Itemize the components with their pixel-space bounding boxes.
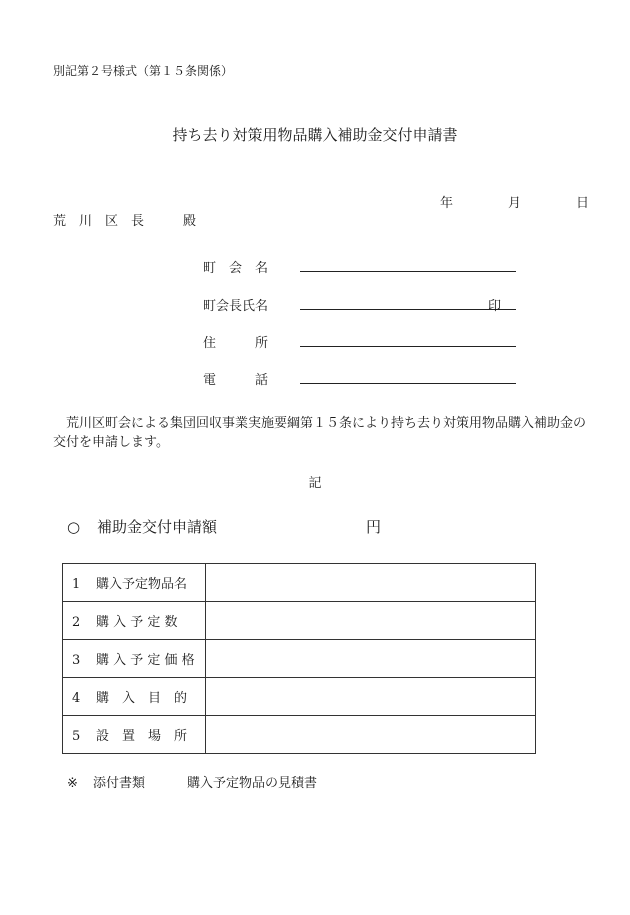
document-title: 持ち去り対策用物品購入補助金交付申請書 (172, 126, 458, 144)
item-label-cell (63, 716, 206, 754)
town-association-name-field[interactable] (300, 271, 516, 272)
row-label: 設 置 場 所 (96, 729, 188, 744)
row-number: 4 (72, 691, 81, 706)
date-month-label: 月 (508, 196, 522, 211)
town-association-name-label: 町 会 名 (203, 261, 269, 276)
attachment-label: 添付書類 (93, 776, 146, 791)
item-label-cell (63, 640, 206, 678)
attachment-value: 購入予定物品の見積書 (187, 776, 318, 791)
item-label-cell (63, 678, 206, 716)
installation-location-value-cell[interactable] (206, 716, 536, 754)
planned-price-value-cell[interactable] (206, 640, 536, 678)
planned-quantity-value-cell[interactable] (206, 602, 536, 640)
row-label: 購 入 目 的 (96, 691, 188, 706)
purchase-purpose-value-cell[interactable] (206, 678, 536, 716)
phone-field[interactable] (300, 383, 516, 384)
row-label: 購 入 予 定 価 格 (96, 653, 195, 668)
date-day-label: 日 (576, 196, 590, 211)
item-label-cell (63, 602, 206, 640)
row-number: 2 (72, 615, 81, 630)
form-number: 別記第２号様式（第１５条関係） (53, 64, 234, 78)
row-number: 3 (72, 653, 81, 668)
table-row (63, 640, 536, 678)
subsidy-amount-label: 補助金交付申請額 (97, 518, 218, 536)
address-field[interactable] (300, 346, 516, 347)
table-row (63, 716, 536, 754)
address-label: 住 所 (203, 336, 269, 351)
item-label-cell (63, 564, 206, 602)
subsidy-amount-field[interactable] (250, 516, 360, 536)
application-statement: 荒川区町会による集団回収事業実施要綱第１５条により持ち去り対策用物品購入補助金の交付を申請します。 (53, 416, 587, 450)
ki-heading: 記 (308, 476, 322, 491)
phone-label: 電 話 (203, 373, 269, 388)
reference-mark: ※ (67, 776, 78, 791)
table-row (63, 564, 536, 602)
row-label: 購入予定物品名 (96, 577, 188, 592)
addressee: 荒川区長 殿 (53, 214, 210, 229)
row-number: 1 (72, 577, 81, 592)
row-number: 5 (72, 729, 81, 744)
table-row (63, 678, 536, 716)
table-row (63, 602, 536, 640)
date-year-label: 年 (440, 196, 454, 211)
seal-mark: 印 (488, 299, 502, 314)
chairman-name-label: 町会長氏名 (203, 299, 269, 314)
chairman-name-field[interactable] (300, 309, 516, 310)
row-label: 購 入 予 定 数 (96, 615, 178, 630)
attachment-note (67, 772, 317, 791)
purchase-items-table (62, 563, 536, 754)
item-name-value-cell[interactable] (206, 564, 536, 602)
yen-unit: 円 (366, 518, 382, 536)
circle-bullet: ○ (67, 518, 81, 536)
subsidy-amount-row (67, 516, 217, 537)
